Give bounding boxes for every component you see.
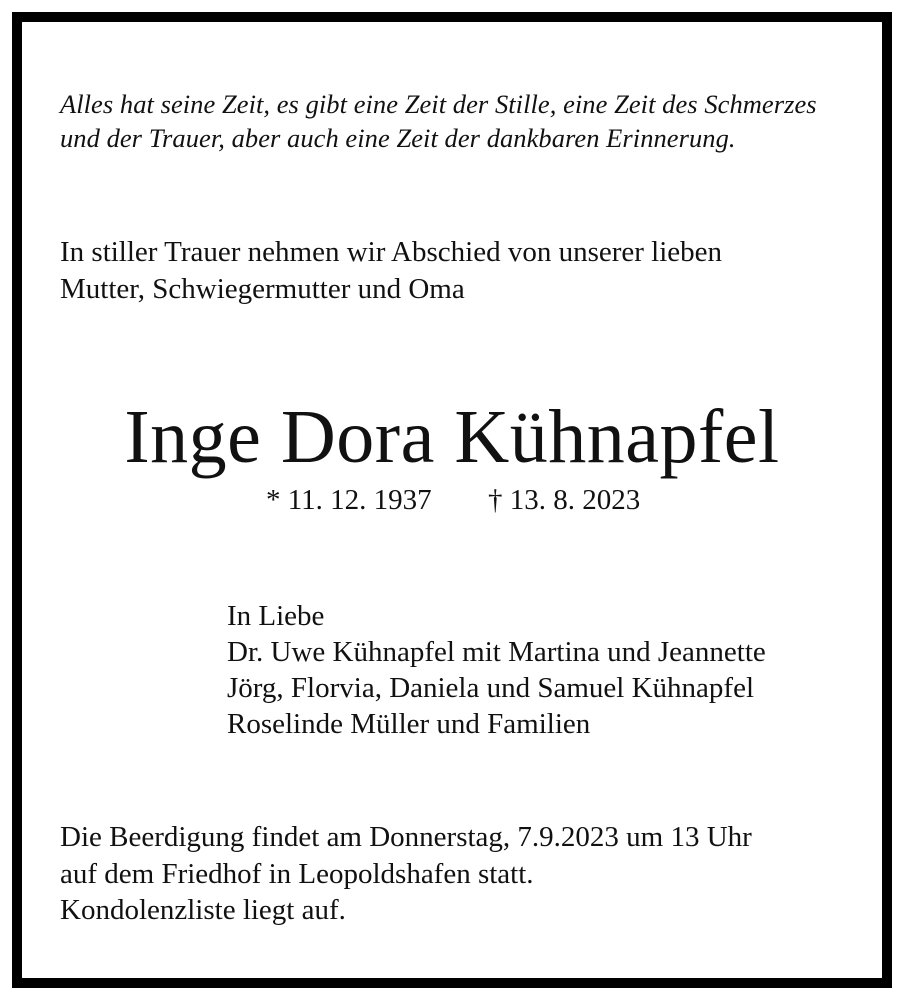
deceased-name: Inge Dora Kühnapfel [124,395,780,479]
mourner-line: Roselinde Müller und Familien [227,708,591,740]
funeral-line: auf dem Friedhof in Leopoldshafen statt. [60,858,534,890]
birth-date: * 11. 12. 1937 [266,484,432,516]
funeral-line: Die Beerdigung findet am Donnerstag, 7.9.2023 um 13 Uhr [60,821,752,853]
funeral-line: Kondolenzliste liegt auf. [60,894,346,926]
intro-line: In stiller Trauer nehmen wir Abschied von unserer lieben [60,236,723,268]
intro-line: Mutter, Schwiegermutter und Oma [60,273,465,305]
mourner-line: Jörg, Florvia, Daniela und Samuel Kühnapfel [227,672,754,704]
family-salutation: In Liebe [227,600,325,632]
mourner-line: Dr. Uwe Kühnapfel mit Martina und Jeannette [227,636,766,668]
obituary-frame [12,12,892,988]
motto-line: Alles hat seine Zeit, es gibt eine Zeit der Stille, eine Zeit des Schmerzes [60,89,817,119]
motto-line: und der Trauer, aber auch eine Zeit der dankbaren Erinnerung. [60,123,736,153]
death-date: † 13. 8. 2023 [488,484,641,516]
